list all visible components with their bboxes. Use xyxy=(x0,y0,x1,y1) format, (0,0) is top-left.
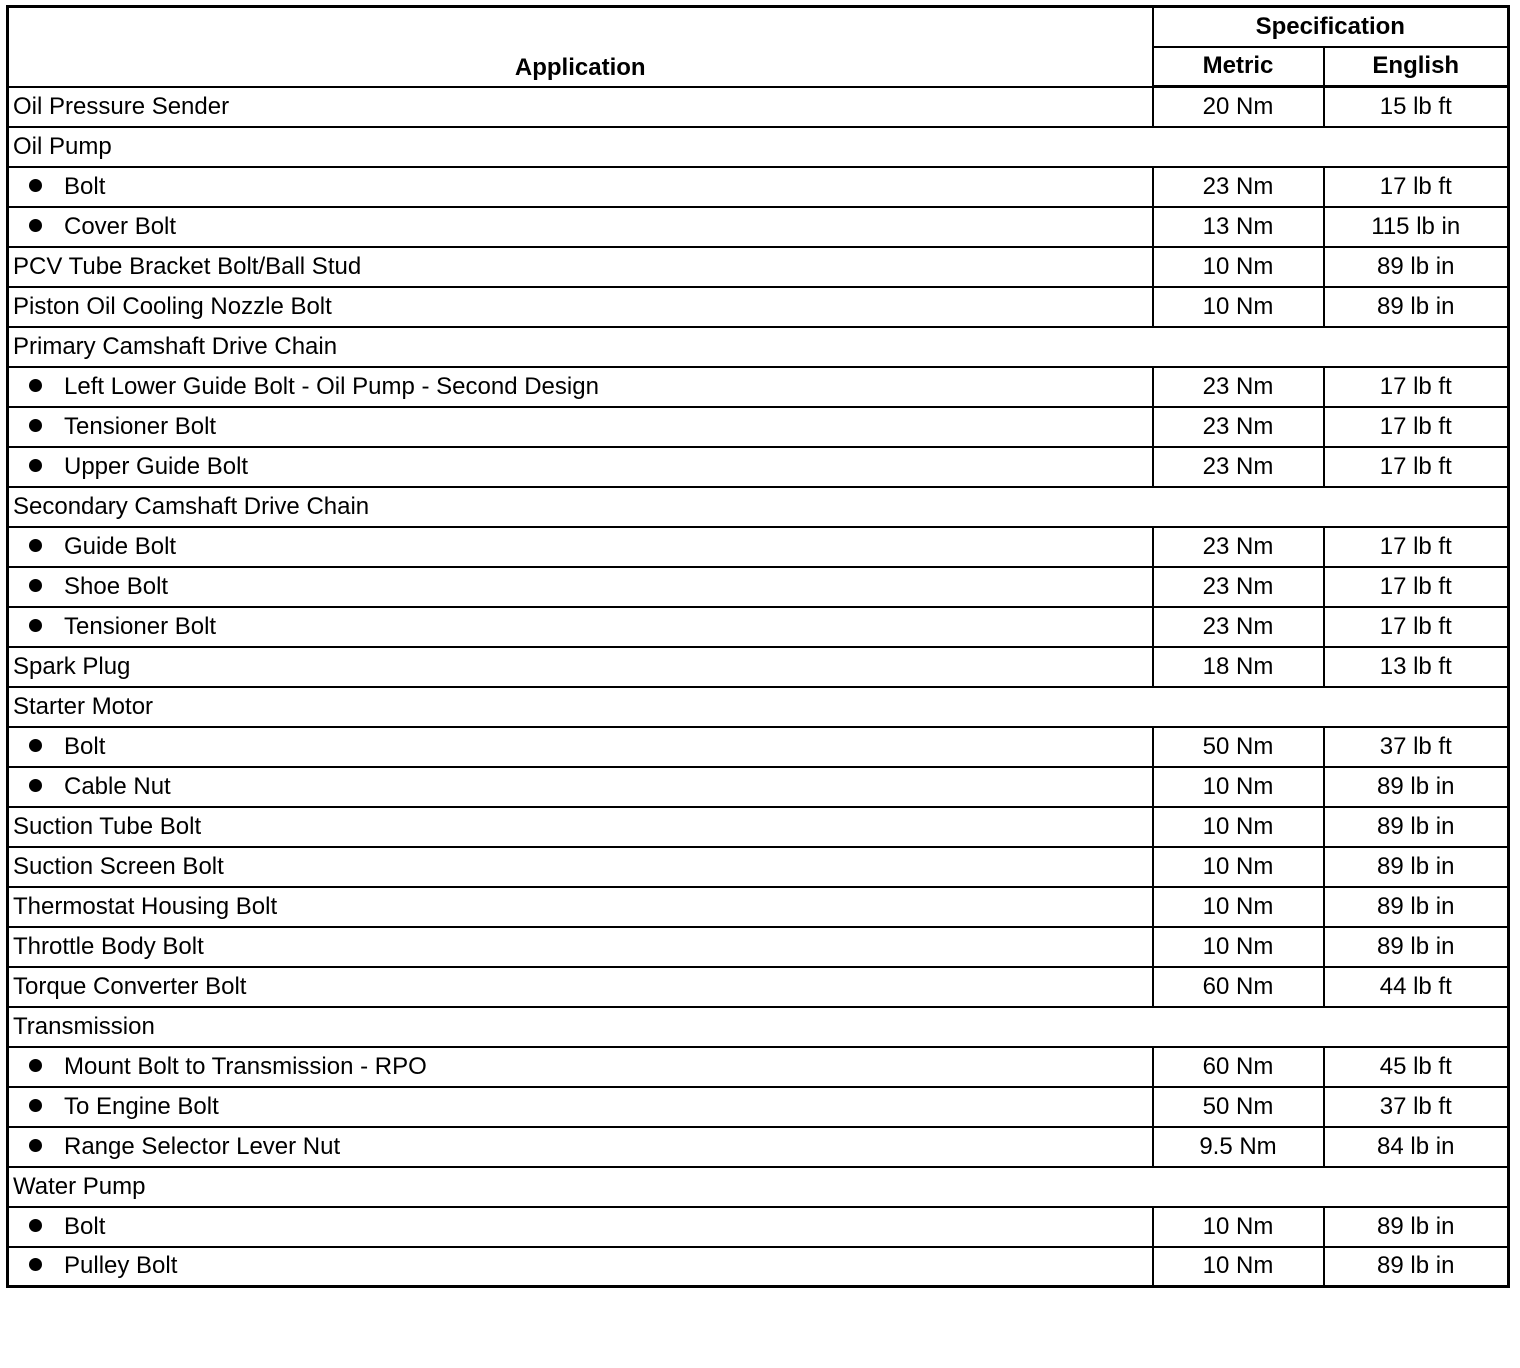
header-metric: Metric xyxy=(1153,47,1324,87)
header-application: Application xyxy=(8,7,1153,87)
bullet-icon xyxy=(29,1099,42,1112)
application-label: PCV Tube Bracket Bolt/Ball Stud xyxy=(13,252,362,280)
application-cell xyxy=(8,567,1153,607)
english-value: 45 lb ft xyxy=(1324,1047,1509,1087)
metric-value: 23 Nm xyxy=(1153,607,1324,647)
application-cell xyxy=(8,927,1153,967)
application-label: Pulley Bolt xyxy=(64,1252,178,1280)
application-cell xyxy=(8,727,1153,767)
english-value: 37 lb ft xyxy=(1324,1087,1509,1127)
english-value: 17 lb ft xyxy=(1324,407,1509,447)
bullet-icon xyxy=(29,1139,42,1152)
bullet-icon xyxy=(29,739,42,752)
english-value: 13 lb ft xyxy=(1324,647,1509,687)
metric-value: 20 Nm xyxy=(1153,87,1324,127)
application-label: Piston Oil Cooling Nozzle Bolt xyxy=(13,292,332,320)
english-value: 17 lb ft xyxy=(1324,527,1509,567)
group-row xyxy=(8,1007,1509,1047)
group-row xyxy=(8,687,1509,727)
metric-value: 10 Nm xyxy=(1153,247,1324,287)
english-value: 89 lb in xyxy=(1324,847,1509,887)
table-row xyxy=(8,247,1509,287)
table-row xyxy=(8,927,1509,967)
table-row xyxy=(8,807,1509,847)
application-label: Suction Tube Bolt xyxy=(13,812,202,840)
english-value: 17 lb ft xyxy=(1324,167,1509,207)
table-row xyxy=(8,1087,1509,1127)
english-value: 89 lb in xyxy=(1324,1207,1509,1247)
application-label: Tensioner Bolt xyxy=(64,412,217,440)
application-label: Guide Bolt xyxy=(64,532,177,560)
application-cell xyxy=(8,207,1153,247)
application-label: Bolt xyxy=(64,172,106,200)
application-cell xyxy=(8,887,1153,927)
english-value: 89 lb in xyxy=(1324,927,1509,967)
english-value: 37 lb ft xyxy=(1324,727,1509,767)
metric-value: 50 Nm xyxy=(1153,1087,1324,1127)
english-value: 17 lb ft xyxy=(1324,607,1509,647)
table-row xyxy=(8,407,1509,447)
application-label: Shoe Bolt xyxy=(64,572,169,600)
table-body xyxy=(8,87,1509,1287)
bullet-icon xyxy=(29,219,42,232)
application-label: To Engine Bolt xyxy=(64,1092,219,1120)
table-header xyxy=(8,7,1509,87)
metric-value: 50 Nm xyxy=(1153,727,1324,767)
english-value: 89 lb in xyxy=(1324,1247,1509,1287)
application-cell xyxy=(8,647,1153,687)
english-value: 89 lb in xyxy=(1324,887,1509,927)
table-row xyxy=(8,447,1509,487)
application-cell xyxy=(8,407,1153,447)
table-row xyxy=(8,607,1509,647)
metric-value: 18 Nm xyxy=(1153,647,1324,687)
metric-value: 9.5 Nm xyxy=(1153,1127,1324,1167)
bullet-icon xyxy=(29,539,42,552)
table-row xyxy=(8,167,1509,207)
application-label: Primary Camshaft Drive Chain xyxy=(13,332,338,360)
table-row xyxy=(8,87,1509,127)
application-cell xyxy=(8,367,1153,407)
table-row xyxy=(8,847,1509,887)
metric-value: 23 Nm xyxy=(1153,527,1324,567)
application-cell xyxy=(8,287,1153,327)
application-label: Spark Plug xyxy=(13,652,131,680)
table-row xyxy=(8,767,1509,807)
table-row xyxy=(8,1127,1509,1167)
english-value: 89 lb in xyxy=(1324,287,1509,327)
application-cell xyxy=(8,1007,1509,1047)
english-value: 15 lb ft xyxy=(1324,87,1509,127)
bullet-icon xyxy=(29,579,42,592)
application-cell xyxy=(8,807,1153,847)
application-cell xyxy=(8,967,1153,1007)
application-cell xyxy=(8,247,1153,287)
application-label: Range Selector Lever Nut xyxy=(64,1132,341,1160)
table-row xyxy=(8,1207,1509,1247)
group-row xyxy=(8,1167,1509,1207)
bullet-icon xyxy=(29,1258,42,1271)
metric-value: 10 Nm xyxy=(1153,1207,1324,1247)
application-label: Bolt xyxy=(64,1212,106,1240)
bullet-icon xyxy=(29,379,42,392)
application-label: Starter Motor xyxy=(13,692,154,720)
english-value: 89 lb in xyxy=(1324,767,1509,807)
table-row xyxy=(8,207,1509,247)
table-row xyxy=(8,647,1509,687)
bullet-icon xyxy=(29,1059,42,1072)
table-row xyxy=(8,887,1509,927)
table-row xyxy=(8,1047,1509,1087)
application-label: Mount Bolt to Transmission - RPO xyxy=(64,1052,427,1080)
application-cell xyxy=(8,1167,1509,1207)
english-value: 17 lb ft xyxy=(1324,367,1509,407)
group-row xyxy=(8,487,1509,527)
application-cell xyxy=(8,1207,1153,1247)
metric-value: 23 Nm xyxy=(1153,167,1324,207)
application-cell xyxy=(8,607,1153,647)
table-row xyxy=(8,967,1509,1007)
application-cell xyxy=(8,167,1153,207)
application-cell xyxy=(8,1047,1153,1087)
metric-value: 60 Nm xyxy=(1153,967,1324,1007)
bullet-icon xyxy=(29,419,42,432)
table-row xyxy=(8,367,1509,407)
application-label: Oil Pump xyxy=(13,132,112,160)
application-cell xyxy=(8,127,1509,167)
table-row xyxy=(8,567,1509,607)
metric-value: 10 Nm xyxy=(1153,807,1324,847)
english-value: 89 lb in xyxy=(1324,247,1509,287)
table-row xyxy=(8,727,1509,767)
application-label: Transmission xyxy=(13,1012,155,1040)
application-label: Torque Converter Bolt xyxy=(13,972,247,1000)
metric-value: 10 Nm xyxy=(1153,767,1324,807)
metric-value: 60 Nm xyxy=(1153,1047,1324,1087)
application-label: Water Pump xyxy=(13,1172,146,1200)
application-cell xyxy=(8,87,1153,127)
metric-value: 10 Nm xyxy=(1153,927,1324,967)
application-cell xyxy=(8,447,1153,487)
metric-value: 10 Nm xyxy=(1153,847,1324,887)
header-row-top xyxy=(8,7,1509,47)
application-label: Cable Nut xyxy=(64,772,171,800)
application-label: Oil Pressure Sender xyxy=(13,92,230,120)
metric-value: 10 Nm xyxy=(1153,1247,1324,1287)
application-cell xyxy=(8,487,1509,527)
english-value: 115 lb in xyxy=(1324,207,1509,247)
application-label: Bolt xyxy=(64,732,106,760)
english-value: 17 lb ft xyxy=(1324,447,1509,487)
application-label: Left Lower Guide Bolt - Oil Pump - Second Design xyxy=(64,372,599,400)
application-label: Suction Screen Bolt xyxy=(13,852,224,880)
bullet-icon xyxy=(29,779,42,792)
metric-value: 23 Nm xyxy=(1153,367,1324,407)
application-cell xyxy=(8,1127,1153,1167)
english-value: 89 lb in xyxy=(1324,807,1509,847)
application-cell xyxy=(8,527,1153,567)
application-cell xyxy=(8,767,1153,807)
metric-value: 10 Nm xyxy=(1153,287,1324,327)
metric-value: 23 Nm xyxy=(1153,447,1324,487)
metric-value: 13 Nm xyxy=(1153,207,1324,247)
english-value: 84 lb in xyxy=(1324,1127,1509,1167)
application-cell xyxy=(8,1247,1153,1287)
table-row xyxy=(8,1247,1509,1287)
header-specification: Specification xyxy=(1153,7,1509,47)
torque-spec-table xyxy=(6,5,1510,1288)
application-label: Upper Guide Bolt xyxy=(64,452,249,480)
application-label: Thermostat Housing Bolt xyxy=(13,892,278,920)
bullet-icon xyxy=(29,179,42,192)
application-label: Tensioner Bolt xyxy=(64,612,217,640)
bullet-icon xyxy=(29,1219,42,1232)
bullet-icon xyxy=(29,619,42,632)
header-english: English xyxy=(1324,47,1509,87)
group-row xyxy=(8,327,1509,367)
metric-value: 23 Nm xyxy=(1153,407,1324,447)
application-cell xyxy=(8,1087,1153,1127)
application-label: Secondary Camshaft Drive Chain xyxy=(13,492,370,520)
table-row xyxy=(8,287,1509,327)
english-value: 17 lb ft xyxy=(1324,567,1509,607)
application-cell xyxy=(8,847,1153,887)
application-label: Cover Bolt xyxy=(64,212,177,240)
metric-value: 10 Nm xyxy=(1153,887,1324,927)
metric-value: 23 Nm xyxy=(1153,567,1324,607)
english-value: 44 lb ft xyxy=(1324,967,1509,1007)
application-cell xyxy=(8,687,1509,727)
group-row xyxy=(8,127,1509,167)
application-cell xyxy=(8,327,1509,367)
application-label: Throttle Body Bolt xyxy=(13,932,204,960)
bullet-icon xyxy=(29,459,42,472)
table-row xyxy=(8,527,1509,567)
